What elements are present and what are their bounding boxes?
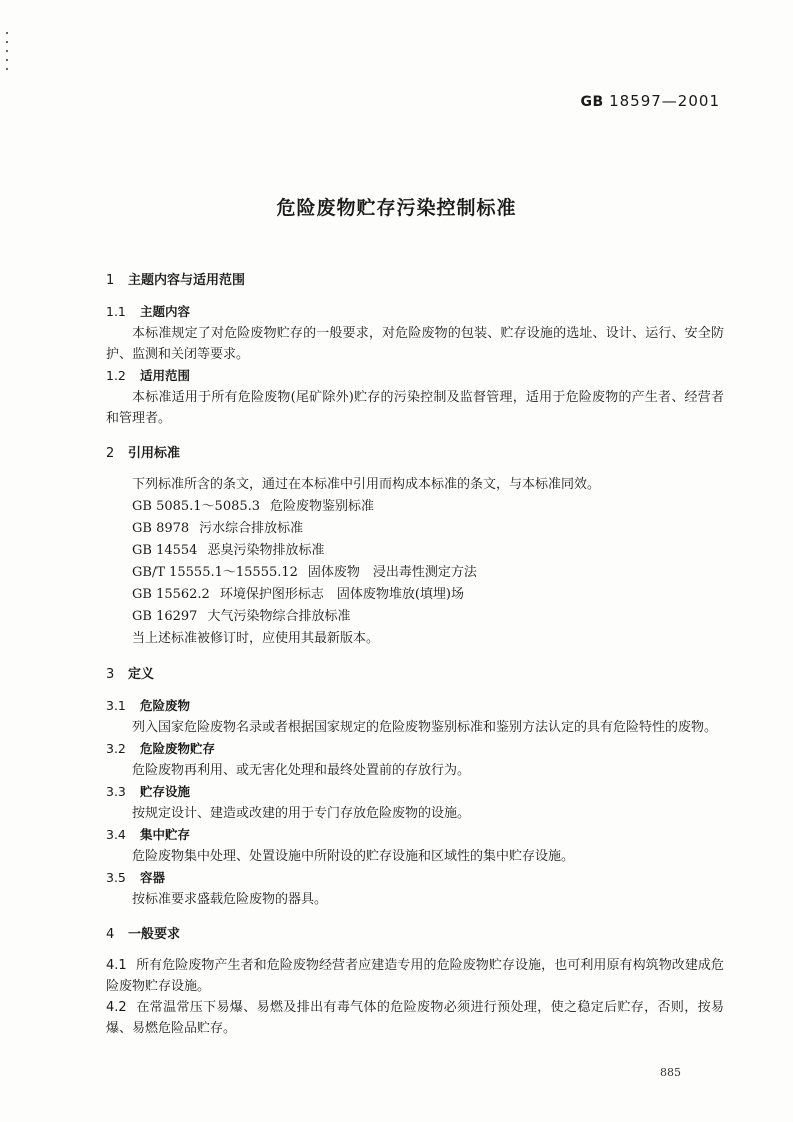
section-4-1-number: 4.1 xyxy=(106,958,127,973)
reference-item: GB 14554 恶臭污染物排放标准 xyxy=(132,543,325,558)
section-4-2-text xyxy=(106,997,724,1039)
section-3-heading: 3 定义 xyxy=(106,667,155,682)
section-2-heading: 2 引用标准 xyxy=(106,446,181,461)
standard-code xyxy=(581,92,720,110)
references-intro: 下列标准所含的条文，通过在本标准中引用而构成本标准的条文，与本标准同效。 xyxy=(132,477,601,492)
reference-item: GB 16297 大气污染物综合排放标准 xyxy=(132,609,351,624)
scan-binding-marks xyxy=(6,32,10,77)
section-1-2-heading: 1.2 适用范围 xyxy=(106,368,191,383)
reference-item: GB 8978 污水综合排放标准 xyxy=(132,521,304,536)
section-1-1-text: 本标准规定了对危险废物贮存的一般要求，对危险废物的包装、贮存设施的选址、设计、运行、安全防护、监测和关闭等要求。 xyxy=(106,326,724,362)
section-3-2-text: 危险废物再利用、或无害化处理和最终处置前的存放行为。 xyxy=(132,763,471,778)
section-3-2-heading: 3.2 危险废物贮存 xyxy=(106,741,216,756)
section-3-4-text: 危险废物集中处理、处置设施中所附设的贮存设施和区域性的集中贮存设施。 xyxy=(132,849,575,864)
standard-prefix: GB xyxy=(580,94,604,110)
section-1-heading: 1 主题内容与适用范围 xyxy=(106,273,246,288)
standard-number: 18597—2001 xyxy=(609,92,720,110)
section-3-5-text: 按标准要求盛载危险废物的器具。 xyxy=(132,892,328,907)
document-title: 危险废物贮存污染控制标准 xyxy=(276,197,517,219)
section-3-1-text: 列入国家危险废物名录或者根据国家规定的危险废物鉴别标准和鉴别方法认定的具有危险特性的废物。 xyxy=(132,720,718,735)
section-4-2-body: 在常温常压下易爆、易燃及排出有毒气体的危险废物必须进行预处理，使之稳定后贮存，否则，按易爆、易燃危险品贮存。 xyxy=(106,1000,724,1036)
reference-item: GB 5085.1～5085.3 危险废物鉴别标准 xyxy=(132,499,375,514)
page-number: 885 xyxy=(660,1066,681,1079)
section-3-1-heading: 3.1 危险废物 xyxy=(106,698,191,713)
section-3-3-heading: 3.3 贮存设施 xyxy=(106,784,191,799)
section-3-5-heading: 3.5 容器 xyxy=(106,870,166,885)
section-4-heading: 4 一般要求 xyxy=(106,927,181,942)
section-3-3-text: 按规定设计、建造或改建的用于专门存放危险废物的设施。 xyxy=(132,806,471,821)
reference-item: GB/T 15555.1～15555.12 固体废物 浸出毒性测定方法 xyxy=(132,565,477,580)
section-1-2-text: 本标准适用于所有危险废物(尾矿除外)贮存的污染控制及监督管理，适用于危险废物的产生者、经营者和管理者。 xyxy=(106,390,724,426)
section-1-1-heading: 1.1 主题内容 xyxy=(106,304,191,319)
section-4-1-text xyxy=(106,955,724,997)
section-4-1-body: 所有危险废物产生者和危险废物经营者应建造专用的危险废物贮存设施，也可利用原有构筑物改建成危险废物贮存设施。 xyxy=(106,958,724,994)
section-3-4-heading: 3.4 集中贮存 xyxy=(106,827,191,842)
references-outro: 当上述标准被修订时，应使用其最新版本。 xyxy=(132,631,380,646)
document-body xyxy=(106,268,724,1039)
section-4-2-number: 4.2 xyxy=(106,1000,127,1015)
reference-item: GB 15562.2 环境保护图形标志 固体废物堆放(填埋)场 xyxy=(132,587,464,602)
